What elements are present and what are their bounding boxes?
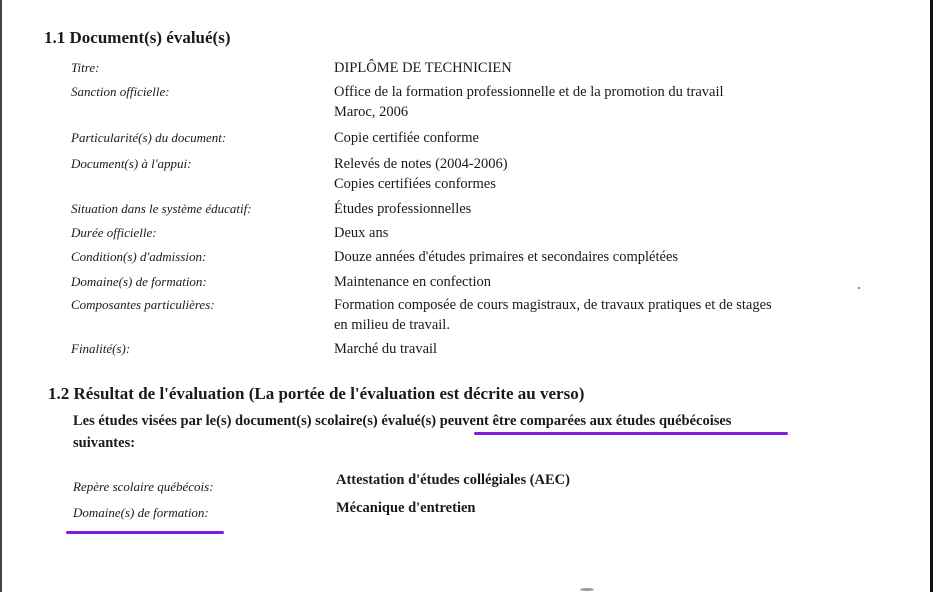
field-value-line: Office de la formation professionnelle et de la promotion du travail	[334, 84, 724, 100]
scan-edge-left	[0, 0, 2, 592]
highlight-underline-domain	[66, 531, 224, 534]
training-domain-value: Mécanique d'entretien	[336, 500, 476, 516]
training-domain-label: Domaine(s) de formation:	[73, 505, 209, 520]
scan-speck	[858, 287, 860, 289]
field-value	[334, 272, 491, 292]
field-label: Domaine(s) de formation:	[71, 274, 207, 289]
field-label: Durée officielle:	[71, 225, 157, 240]
field-value	[334, 295, 772, 335]
field-value	[334, 247, 678, 267]
result-intro-line-1: Les études visées par le(s) document(s) scolaire(s) évalué(s) peuvent être comparées aux études québécoises	[73, 413, 732, 429]
field-value-line: Études professionnelles	[334, 201, 472, 217]
field-value	[334, 82, 724, 122]
field-value-line: Douze années d'études primaires et secondaires complétées	[334, 249, 679, 265]
section-heading-result: 1.2 Résultat de l'évaluation (La portée de l'évaluation est décrite au verso)	[48, 384, 585, 403]
field-value-line: en milieu de travail.	[334, 317, 450, 333]
field-label: Particularité(s) du document:	[71, 130, 227, 145]
quebec-reference-label: Repère scolaire québécois:	[73, 479, 214, 494]
field-value	[334, 128, 479, 148]
field-value-line: Deux ans	[334, 225, 389, 241]
quebec-reference-value: Attestation d'études collégiales (AEC)	[336, 472, 570, 488]
field-value	[334, 339, 437, 359]
result-intro-line-2: suivantes:	[73, 435, 136, 451]
section-heading-documents: 1.1 Document(s) évalué(s)	[44, 28, 231, 47]
field-value-line: Copies certifiées conformes	[334, 176, 496, 192]
field-value-line: Marché du travail	[334, 341, 438, 357]
field-value	[334, 154, 508, 194]
highlight-underline-comparison	[474, 432, 788, 435]
field-value-line: Maintenance en confection	[334, 274, 492, 290]
field-value-line: Relevés de notes (2004-2006)	[334, 156, 508, 172]
field-label: Situation dans le système éducatif:	[71, 201, 252, 216]
field-label: Condition(s) d'admission:	[71, 249, 207, 264]
field-label: Document(s) à l'appui:	[71, 156, 192, 171]
field-value	[334, 223, 388, 243]
field-value-line: DIPLÔME DE TECHNICIEN	[334, 60, 512, 76]
field-label: Finalité(s):	[71, 341, 131, 356]
scan-mark-bottom	[580, 588, 594, 591]
field-value-line: Formation composée de cours magistraux, de travaux pratiques et de stages	[334, 297, 772, 313]
field-value-line: Maroc, 2006	[334, 104, 409, 120]
field-label: Composantes particulières:	[71, 297, 215, 312]
field-label: Titre:	[71, 60, 100, 75]
field-label: Sanction officielle:	[71, 84, 170, 99]
field-value	[334, 58, 512, 78]
field-value-line: Copie certifiée conforme	[334, 130, 479, 146]
field-value	[334, 199, 471, 219]
